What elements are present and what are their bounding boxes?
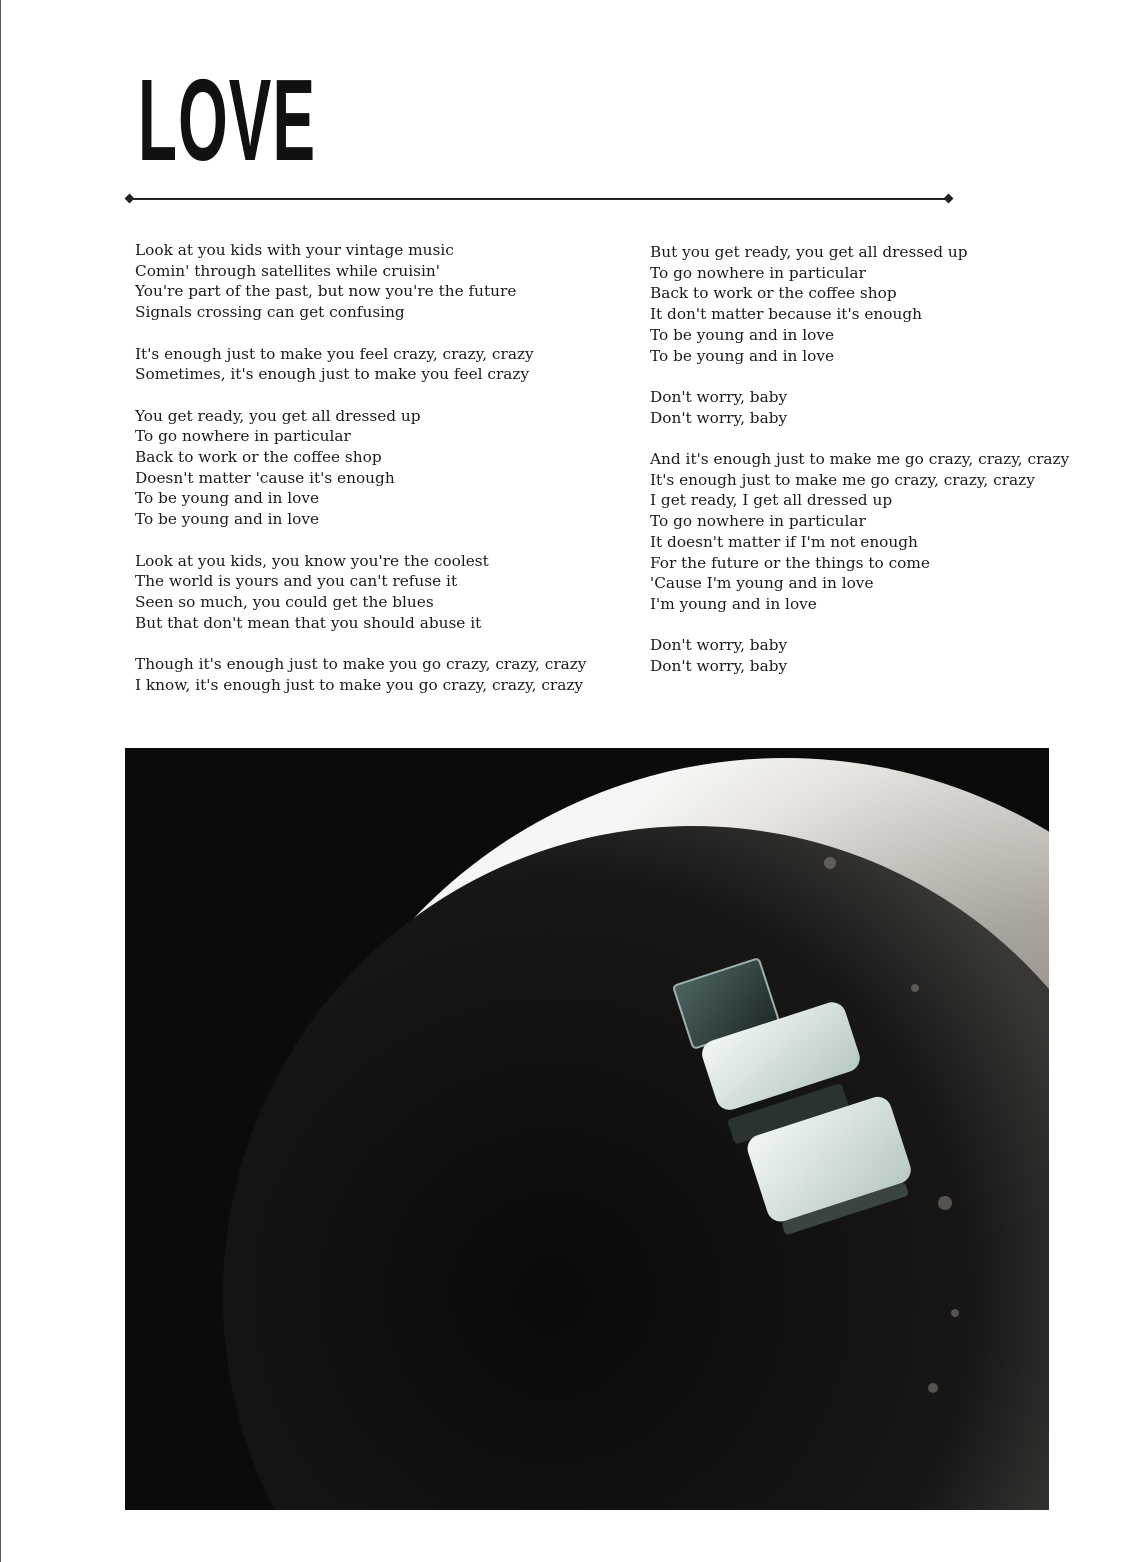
lyric-line: To go nowhere in particular	[650, 512, 866, 531]
lyric-line: To be young and in love	[135, 489, 320, 508]
stanza	[650, 242, 1090, 366]
lyric-line: You get ready, you get all dressed up	[135, 406, 421, 425]
lyric-line: Sometimes, it's enough just to make you feel crazy	[135, 365, 530, 384]
lyric-line: And it's enough just to make me go crazy, crazy, crazy	[650, 450, 1070, 468]
stanza	[135, 344, 635, 385]
lyrics-column-left	[135, 240, 635, 716]
stanza	[135, 240, 635, 323]
stanza	[135, 551, 635, 634]
title-divider	[130, 198, 950, 200]
moon-car-photo	[125, 748, 1049, 1510]
lyric-line: But you get ready, you get all dressed up	[650, 243, 968, 261]
lyric-line: I get ready, I get all dressed up	[650, 491, 893, 510]
lyric-line: Back to work or the coffee shop	[650, 284, 897, 303]
divider-right-ornament	[944, 194, 954, 204]
lyric-line: To be young and in love	[650, 346, 835, 365]
page-edge-line	[0, 0, 1, 1562]
page-title: LOVE	[138, 55, 317, 185]
stanza	[650, 387, 1090, 428]
lyric-line: You're part of the past, but now you're the future	[135, 282, 517, 301]
lyric-line: It's enough just to make you feel crazy, crazy, crazy	[135, 344, 534, 363]
lyric-line: Don't worry, baby	[650, 387, 788, 406]
lyric-line: Don't worry, baby	[650, 408, 788, 427]
lyric-line: It's enough just to make me go crazy, crazy, crazy	[650, 470, 1035, 489]
lyric-line: Though it's enough just to make you go crazy, crazy, crazy	[135, 655, 587, 673]
lyric-line: It doesn't matter if I'm not enough	[650, 532, 918, 551]
lyric-line: 'Cause I'm young and in love	[650, 574, 874, 593]
lyric-line: Look at you kids, you know you're the coolest	[135, 551, 489, 570]
lyric-line: Seen so much, you could get the blues	[135, 592, 434, 611]
lyric-line: I'm young and in love	[650, 594, 817, 613]
lyric-line: To be young and in love	[650, 325, 835, 344]
lyric-line: I know, it's enough just to make you go crazy, crazy, crazy	[135, 675, 584, 694]
lyric-line: Look at you kids with your vintage music	[135, 241, 454, 259]
stanza	[135, 406, 635, 530]
lyric-line: To be young and in love	[135, 510, 320, 529]
lyric-line: It don't matter because it's enough	[650, 305, 922, 324]
lyric-line: To go nowhere in particular	[650, 263, 866, 282]
lyric-line: The world is yours and you can't refuse it	[135, 572, 458, 591]
lyric-line: Comin' through satellites while cruisin'	[135, 261, 440, 280]
stanza	[135, 654, 635, 695]
lyrics-column-right	[650, 242, 1090, 697]
stanza	[650, 449, 1090, 615]
stanza	[650, 635, 1090, 676]
lyric-line: Don't worry, baby	[650, 636, 788, 655]
lyric-line: But that don't mean that you should abuse it	[135, 613, 482, 632]
moon-illustration	[125, 748, 1049, 1510]
lyric-line: Back to work or the coffee shop	[135, 448, 382, 466]
lyric-line: Don't worry, baby	[650, 657, 788, 676]
lyric-line: Signals crossing can get confusing	[135, 303, 405, 322]
divider-left-ornament	[125, 194, 135, 204]
lyric-line: For the future or the things to come	[650, 553, 930, 572]
lyric-line: Doesn't matter 'cause it's enough	[135, 468, 395, 487]
lyric-line: To go nowhere in particular	[135, 427, 351, 446]
